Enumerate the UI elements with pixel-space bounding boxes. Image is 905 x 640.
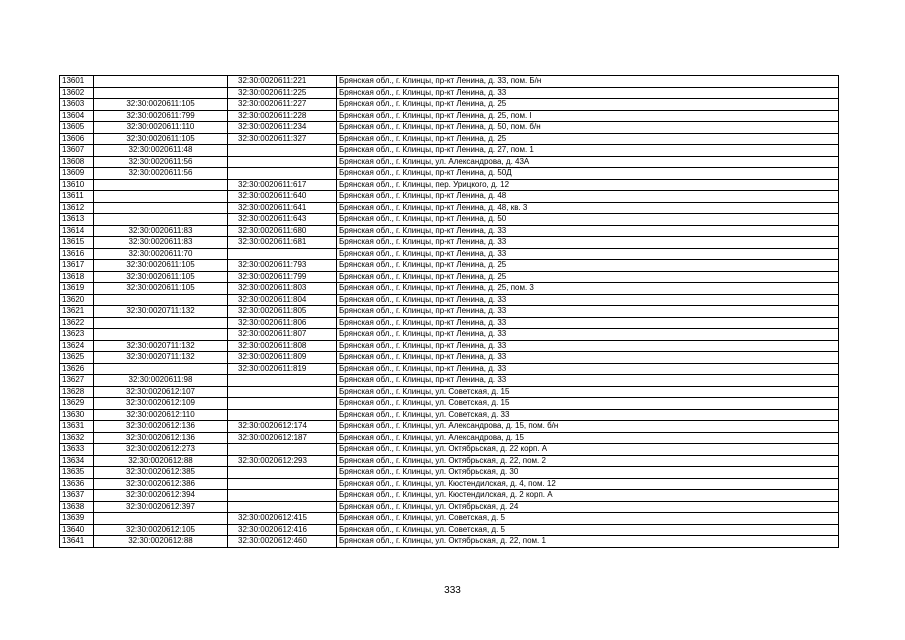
table-row [60, 524, 839, 536]
row-number-cell: 13634 [60, 455, 94, 467]
address-cell: Брянская обл., г. Клинцы, пр-кт Ленина, д. 33 [337, 248, 839, 260]
table-row [60, 145, 839, 157]
address-cell: Брянская обл., г. Клинцы, ул. Кюстендилская, д. 2 корп. А [337, 490, 839, 502]
cadastral-number-cell [228, 248, 337, 260]
cadastral-number-cell: 32:30:0020611:806 [228, 317, 337, 329]
parent-cadastral-number-cell: 32:30:0020611:98 [94, 375, 228, 387]
cadastral-number-cell [228, 398, 337, 410]
address-cell: Брянская обл., г. Клинцы, пр-кт Ленина, д. 33 [337, 363, 839, 375]
address-cell: Брянская обл., г. Клинцы, пер. Урицкого, д. 12 [337, 179, 839, 191]
parent-cadastral-number-cell: 32:30:0020711:132 [94, 340, 228, 352]
row-number-cell: 13613 [60, 214, 94, 226]
table-row [60, 329, 839, 341]
table-row [60, 478, 839, 490]
row-number-cell: 13622 [60, 317, 94, 329]
address-cell: Брянская обл., г. Клинцы, ул. Советская, д. 5 [337, 524, 839, 536]
address-cell: Брянская обл., г. Клинцы, ул. Советская, д. 33 [337, 409, 839, 421]
address-cell: Брянская обл., г. Клинцы, пр-кт Ленина, д. 27, пом. 1 [337, 145, 839, 157]
table-row [60, 110, 839, 122]
row-number-cell: 13609 [60, 168, 94, 180]
parent-cadastral-number-cell [94, 76, 228, 88]
cadastral-number-cell [228, 386, 337, 398]
row-number-cell: 13641 [60, 536, 94, 548]
table-row [60, 283, 839, 295]
table-row [60, 191, 839, 203]
table-row [60, 444, 839, 456]
parent-cadastral-number-cell: 32:30:0020611:70 [94, 248, 228, 260]
table-row [60, 202, 839, 214]
parent-cadastral-number-cell: 32:30:0020612:386 [94, 478, 228, 490]
address-cell: Брянская обл., г. Клинцы, пр-кт Ленина, д. 25 [337, 133, 839, 145]
table-row [60, 352, 839, 364]
table-row [60, 99, 839, 111]
address-cell: Брянская обл., г. Клинцы, пр-кт Ленина, д. 50Д [337, 168, 839, 180]
address-cell: Брянская обл., г. Клинцы, ул. Советская, д. 15 [337, 398, 839, 410]
table-row [60, 455, 839, 467]
cadastral-number-cell: 32:30:0020611:617 [228, 179, 337, 191]
cadastral-number-cell [228, 168, 337, 180]
address-cell: Брянская обл., г. Клинцы, пр-кт Ленина, д. 50 [337, 214, 839, 226]
address-cell: Брянская обл., г. Клинцы, пр-кт Ленина, д. 25 [337, 99, 839, 111]
parent-cadastral-number-cell: 32:30:0020611:56 [94, 168, 228, 180]
cadastral-number-cell [228, 490, 337, 502]
cadastral-number-cell: 32:30:0020612:416 [228, 524, 337, 536]
parent-cadastral-number-cell [94, 202, 228, 214]
address-cell: Брянская обл., г. Клинцы, пр-кт Ленина, д. 50, пом. б/н [337, 122, 839, 134]
address-cell: Брянская обл., г. Клинцы, пр-кт Ленина, д. 33 [337, 352, 839, 364]
parent-cadastral-number-cell: 32:30:0020611:83 [94, 237, 228, 249]
parent-cadastral-number-cell: 32:30:0020612:385 [94, 467, 228, 479]
parent-cadastral-number-cell: 32:30:0020612:394 [94, 490, 228, 502]
parent-cadastral-number-cell: 32:30:0020612:88 [94, 455, 228, 467]
table-row [60, 513, 839, 525]
address-cell: Брянская обл., г. Клинцы, пр-кт Ленина, д. 25 [337, 260, 839, 272]
row-number-cell: 13626 [60, 363, 94, 375]
row-number-cell: 13603 [60, 99, 94, 111]
parent-cadastral-number-cell: 32:30:0020612:397 [94, 501, 228, 513]
address-cell: Брянская обл., г. Клинцы, ул. Советская, д. 15 [337, 386, 839, 398]
table-row [60, 306, 839, 318]
table-row [60, 490, 839, 502]
table-row [60, 317, 839, 329]
cadastral-number-cell: 32:30:0020611:805 [228, 306, 337, 318]
parent-cadastral-number-cell [94, 87, 228, 99]
table-row [60, 271, 839, 283]
parent-cadastral-number-cell: 32:30:0020612:136 [94, 421, 228, 433]
cadastral-number-cell: 32:30:0020611:799 [228, 271, 337, 283]
row-number-cell: 13601 [60, 76, 94, 88]
table-row [60, 122, 839, 134]
row-number-cell: 13628 [60, 386, 94, 398]
row-number-cell: 13633 [60, 444, 94, 456]
cadastral-number-cell: 32:30:0020611:228 [228, 110, 337, 122]
cadastral-number-cell: 32:30:0020612:174 [228, 421, 337, 433]
row-number-cell: 13624 [60, 340, 94, 352]
parent-cadastral-number-cell: 32:30:0020711:132 [94, 306, 228, 318]
parent-cadastral-number-cell: 32:30:0020611:56 [94, 156, 228, 168]
table-row [60, 179, 839, 191]
table-row [60, 260, 839, 272]
parent-cadastral-number-cell [94, 363, 228, 375]
table-row [60, 87, 839, 99]
page-number: 333 [444, 585, 461, 596]
cadastral-number-cell: 32:30:0020611:809 [228, 352, 337, 364]
table-row [60, 467, 839, 479]
cadastral-number-cell: 32:30:0020611:221 [228, 76, 337, 88]
parent-cadastral-number-cell [94, 214, 228, 226]
row-number-cell: 13623 [60, 329, 94, 341]
row-number-cell: 13625 [60, 352, 94, 364]
parent-cadastral-number-cell: 32:30:0020611:105 [94, 133, 228, 145]
cadastral-number-cell: 32:30:0020611:680 [228, 225, 337, 237]
parent-cadastral-number-cell: 32:30:0020612:107 [94, 386, 228, 398]
row-number-cell: 13606 [60, 133, 94, 145]
parent-cadastral-number-cell: 32:30:0020612:273 [94, 444, 228, 456]
row-number-cell: 13602 [60, 87, 94, 99]
address-cell: Брянская обл., г. Клинцы, пр-кт Ленина, д. 33 [337, 317, 839, 329]
address-cell: Брянская обл., г. Клинцы, пр-кт Ленина, д. 33 [337, 340, 839, 352]
parent-cadastral-number-cell: 32:30:0020611:105 [94, 260, 228, 272]
parent-cadastral-number-cell [94, 513, 228, 525]
cadastral-number-cell: 32:30:0020612:460 [228, 536, 337, 548]
cadastral-number-cell [228, 467, 337, 479]
cadastral-number-cell: 32:30:0020611:327 [228, 133, 337, 145]
address-cell: Брянская обл., г. Клинцы, пр-кт Ленина, д. 33 [337, 306, 839, 318]
row-number-cell: 13605 [60, 122, 94, 134]
table-row [60, 409, 839, 421]
table-row [60, 398, 839, 410]
parent-cadastral-number-cell [94, 179, 228, 191]
address-cell: Брянская обл., г. Клинцы, пр-кт Ленина, д. 33, пом. Б/н [337, 76, 839, 88]
address-cell: Брянская обл., г. Клинцы, ул. Советская, д. 5 [337, 513, 839, 525]
parent-cadastral-number-cell [94, 317, 228, 329]
parent-cadastral-number-cell: 32:30:0020711:132 [94, 352, 228, 364]
row-number-cell: 13629 [60, 398, 94, 410]
table-row [60, 214, 839, 226]
table-row [60, 432, 839, 444]
row-number-cell: 13636 [60, 478, 94, 490]
parent-cadastral-number-cell: 32:30:0020611:83 [94, 225, 228, 237]
address-cell: Брянская обл., г. Клинцы, ул. Октябрьская, д. 22, пом. 2 [337, 455, 839, 467]
address-cell: Брянская обл., г. Клинцы, пр-кт Ленина, д. 48 [337, 191, 839, 203]
row-number-cell: 13616 [60, 248, 94, 260]
cadastral-number-cell [228, 409, 337, 421]
address-cell: Брянская обл., г. Клинцы, пр-кт Ленина, д. 25 [337, 271, 839, 283]
address-cell: Брянская обл., г. Клинцы, ул. Октябрьская, д. 22 корп. А [337, 444, 839, 456]
cadastral-number-cell: 32:30:0020611:641 [228, 202, 337, 214]
parent-cadastral-number-cell [94, 294, 228, 306]
address-cell: Брянская обл., г. Клинцы, пр-кт Ленина, д. 25, пом. 3 [337, 283, 839, 295]
address-cell: Брянская обл., г. Клинцы, ул. Октябрьская, д. 24 [337, 501, 839, 513]
table-row [60, 237, 839, 249]
cadastral-number-cell [228, 156, 337, 168]
cadastral-number-cell: 32:30:0020611:640 [228, 191, 337, 203]
cadastral-number-cell: 32:30:0020611:234 [228, 122, 337, 134]
row-number-cell: 13618 [60, 271, 94, 283]
cadastral-number-cell: 32:30:0020611:807 [228, 329, 337, 341]
parent-cadastral-number-cell: 32:30:0020611:105 [94, 99, 228, 111]
address-cell: Брянская обл., г. Клинцы, пр-кт Ленина, д. 48, кв. 3 [337, 202, 839, 214]
row-number-cell: 13604 [60, 110, 94, 122]
row-number-cell: 13619 [60, 283, 94, 295]
table-row [60, 168, 839, 180]
parent-cadastral-number-cell [94, 191, 228, 203]
row-number-cell: 13610 [60, 179, 94, 191]
address-cell: Брянская обл., г. Клинцы, пр-кт Ленина, д. 33 [337, 329, 839, 341]
cadastral-number-cell: 32:30:0020611:227 [228, 99, 337, 111]
cadastral-number-cell: 32:30:0020611:225 [228, 87, 337, 99]
parent-cadastral-number-cell [94, 329, 228, 341]
row-number-cell: 13620 [60, 294, 94, 306]
row-number-cell: 13638 [60, 501, 94, 513]
cadastral-number-cell: 32:30:0020611:803 [228, 283, 337, 295]
row-number-cell: 13612 [60, 202, 94, 214]
address-cell: Брянская обл., г. Клинцы, пр-кт Ленина, д. 33 [337, 294, 839, 306]
table-row [60, 421, 839, 433]
row-number-cell: 13631 [60, 421, 94, 433]
parent-cadastral-number-cell: 32:30:0020611:105 [94, 271, 228, 283]
row-number-cell: 13637 [60, 490, 94, 502]
table-row [60, 133, 839, 145]
table-row [60, 375, 839, 387]
table-row [60, 76, 839, 88]
row-number-cell: 13630 [60, 409, 94, 421]
row-number-cell: 13614 [60, 225, 94, 237]
table-row [60, 225, 839, 237]
cadastral-number-cell: 32:30:0020612:187 [228, 432, 337, 444]
cadastral-number-cell: 32:30:0020612:415 [228, 513, 337, 525]
address-cell: Брянская обл., г. Клинцы, ул. Александрова, д. 15, пом. б/н [337, 421, 839, 433]
table-row [60, 340, 839, 352]
row-number-cell: 13607 [60, 145, 94, 157]
table-row [60, 156, 839, 168]
cadastral-number-cell: 32:30:0020611:808 [228, 340, 337, 352]
row-number-cell: 13615 [60, 237, 94, 249]
parent-cadastral-number-cell: 32:30:0020612:105 [94, 524, 228, 536]
parent-cadastral-number-cell: 32:30:0020611:48 [94, 145, 228, 157]
table-row [60, 501, 839, 513]
table-row [60, 386, 839, 398]
cadastral-number-cell: 32:30:0020611:681 [228, 237, 337, 249]
address-cell: Брянская обл., г. Клинцы, пр-кт Ленина, д. 33 [337, 237, 839, 249]
address-cell: Брянская обл., г. Клинцы, ул. Октябрьская, д. 30 [337, 467, 839, 479]
row-number-cell: 13635 [60, 467, 94, 479]
cadastral-number-cell [228, 478, 337, 490]
address-cell: Брянская обл., г. Клинцы, ул. Кюстендилская, д. 4, пом. 12 [337, 478, 839, 490]
row-number-cell: 13608 [60, 156, 94, 168]
row-number-cell: 13621 [60, 306, 94, 318]
address-cell: Брянская обл., г. Клинцы, ул. Александрова, д. 15 [337, 432, 839, 444]
table-row [60, 248, 839, 260]
parent-cadastral-number-cell: 32:30:0020612:109 [94, 398, 228, 410]
cadastral-register-table [59, 75, 839, 548]
table-row [60, 536, 839, 548]
row-number-cell: 13639 [60, 513, 94, 525]
table-row [60, 294, 839, 306]
address-cell: Брянская обл., г. Клинцы, пр-кт Ленина, д. 33 [337, 375, 839, 387]
cadastral-number-cell: 32:30:0020612:293 [228, 455, 337, 467]
register-table-body [60, 76, 839, 548]
parent-cadastral-number-cell: 32:30:0020611:110 [94, 122, 228, 134]
cadastral-number-cell [228, 444, 337, 456]
parent-cadastral-number-cell: 32:30:0020612:88 [94, 536, 228, 548]
parent-cadastral-number-cell: 32:30:0020612:136 [94, 432, 228, 444]
row-number-cell: 13611 [60, 191, 94, 203]
row-number-cell: 13640 [60, 524, 94, 536]
cadastral-number-cell [228, 145, 337, 157]
parent-cadastral-number-cell: 32:30:0020611:799 [94, 110, 228, 122]
address-cell: Брянская обл., г. Клинцы, пр-кт Ленина, д. 33 [337, 225, 839, 237]
row-number-cell: 13617 [60, 260, 94, 272]
cadastral-number-cell [228, 501, 337, 513]
address-cell: Брянская обл., г. Клинцы, пр-кт Ленина, д. 25, пом. I [337, 110, 839, 122]
cadastral-number-cell: 32:30:0020611:643 [228, 214, 337, 226]
address-cell: Брянская обл., г. Клинцы, ул. Октябрьская, д. 22, пом. 1 [337, 536, 839, 548]
address-cell: Брянская обл., г. Клинцы, пр-кт Ленина, д. 33 [337, 87, 839, 99]
table-row [60, 363, 839, 375]
cadastral-number-cell: 32:30:0020611:804 [228, 294, 337, 306]
address-cell: Брянская обл., г. Клинцы, ул. Александрова, д. 43А [337, 156, 839, 168]
parent-cadastral-number-cell: 32:30:0020612:110 [94, 409, 228, 421]
cadastral-number-cell [228, 375, 337, 387]
cadastral-number-cell: 32:30:0020611:793 [228, 260, 337, 272]
cadastral-number-cell: 32:30:0020611:819 [228, 363, 337, 375]
parent-cadastral-number-cell: 32:30:0020611:105 [94, 283, 228, 295]
row-number-cell: 13632 [60, 432, 94, 444]
row-number-cell: 13627 [60, 375, 94, 387]
